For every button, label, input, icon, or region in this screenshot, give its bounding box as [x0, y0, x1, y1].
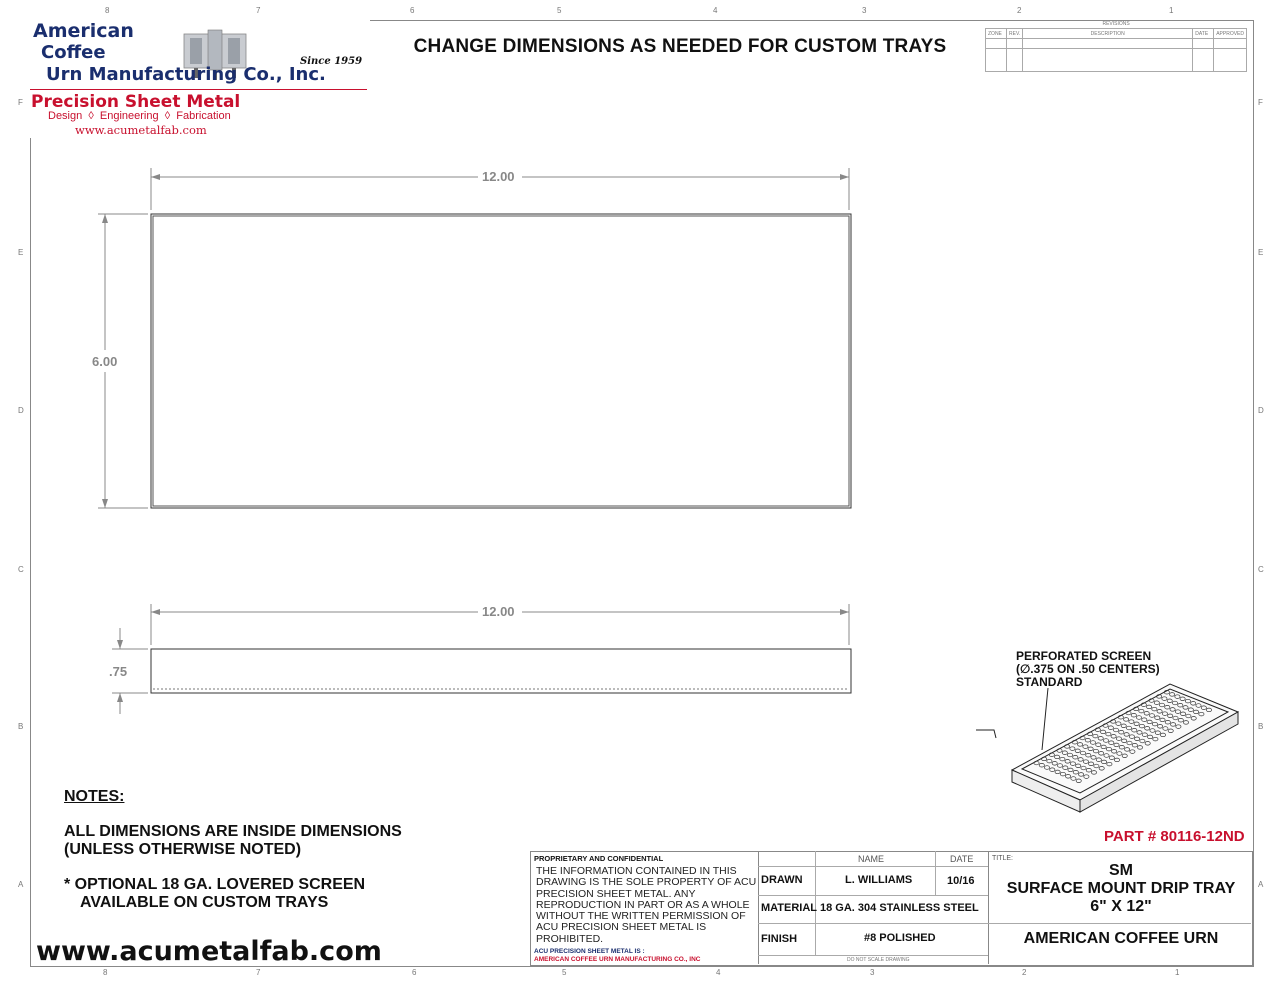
date-header: DATE [950, 854, 974, 864]
notes-line1: ALL DIMENSIONS ARE INSIDE DIMENSIONS [64, 823, 402, 840]
website-large: www.acumetalfab.com [36, 936, 382, 967]
side-view-outline [151, 649, 851, 693]
zone-row-left: B [18, 722, 24, 731]
no-scale-note: DO NOT SCALE DRAWING [847, 957, 910, 963]
logo-line-urn: Urn Manufacturing Co., Inc. [46, 64, 326, 85]
rev-header: APPROVED [1214, 29, 1247, 39]
since-label: Since 1959 [300, 56, 363, 67]
top-height-dimension: 6.00 [92, 354, 118, 369]
zone-row-right: F [1258, 98, 1263, 107]
zone-row-right: C [1258, 565, 1264, 574]
zone-col-top: 7 [256, 6, 261, 15]
tb-divider [758, 923, 988, 924]
side-height-dimension: .75 [109, 664, 128, 679]
drawing-title [990, 862, 1252, 916]
perforated-line1: PERFORATED SCREEN [1016, 649, 1152, 663]
rev-header: DESCRIPTION [1023, 29, 1193, 39]
top-view-outline [151, 214, 851, 508]
zone-col-bottom: 1 [1175, 968, 1180, 977]
section-mark [976, 730, 996, 738]
company-name: AMERICAN COFFEE URN [1023, 930, 1219, 947]
prop-footer1: ACU PRECISION SHEET METAL IS : [534, 948, 645, 955]
title-line3: 6" X 12" [1090, 898, 1152, 915]
zone-col-bottom: 8 [103, 968, 108, 977]
finish-label: FINISH [761, 933, 798, 945]
material-value: 18 GA. 304 STAINLESS STEEL [820, 902, 979, 914]
tb-divider [758, 955, 988, 956]
title-label: TITLE: [992, 855, 1014, 862]
title-line2: SURFACE MOUNT DRIP TRAY [1006, 880, 1236, 897]
zone-col-bottom: 2 [1022, 968, 1027, 977]
zone-row-right: D [1258, 406, 1264, 415]
zone-row-right: E [1258, 248, 1264, 257]
perforated-line2: (∅.375 ON .50 CENTERS) [1016, 662, 1160, 676]
zone-row-left: D [18, 406, 24, 415]
notes-line4: AVAILABLE ON CUSTOM TRAYS [80, 894, 329, 911]
zone-col-bottom: 7 [256, 968, 261, 977]
zone-col-bottom: 4 [716, 968, 721, 977]
zone-col-top: 3 [862, 6, 867, 15]
tb-divider [758, 866, 988, 867]
perforated-line3: STANDARD [1016, 675, 1083, 689]
notes-line3: * OPTIONAL 18 GA. LOVERED SCREEN [64, 876, 366, 893]
top-width-dimension: 12.00 [482, 169, 515, 184]
perforated-note [1016, 650, 1160, 689]
division-name: Precision Sheet Metal [31, 92, 241, 112]
drawn-label: DRAWN [761, 874, 803, 886]
zone-col-top: 5 [557, 6, 562, 15]
zone-col-bottom: 3 [870, 968, 875, 977]
zone-col-top: 1 [1169, 6, 1174, 15]
top-view-inner [153, 216, 849, 506]
notes-heading: NOTES: [64, 788, 125, 805]
zone-row-left: A [18, 880, 24, 889]
zone-col-top: 6 [410, 6, 415, 15]
tb-divider [988, 923, 1251, 924]
drawn-date: 10/16 [947, 875, 975, 887]
drawn-name: L. WILLIAMS [845, 874, 913, 886]
prop-footer2: AMERICAN COFFEE URN MANUFACTURING CO., INC [534, 956, 701, 963]
logo-line-coffee: Coffee [41, 42, 106, 63]
rev-header: DATE [1193, 29, 1214, 39]
website-small: www.acumetalfab.com [75, 123, 207, 137]
tb-divider [988, 851, 989, 964]
logo-line-american: American [33, 20, 134, 42]
revisions-title: REVISIONS [1102, 21, 1130, 27]
finish-value: #8 POLISHED [864, 932, 936, 944]
tb-divider [758, 851, 759, 964]
part-number: PART # 80116-12ND [1104, 828, 1245, 845]
title-line1: SM [1109, 862, 1133, 879]
zone-row-left: F [18, 98, 23, 107]
zone-col-top: 2 [1017, 6, 1022, 15]
name-header: NAME [858, 854, 885, 864]
zone-row-left: C [18, 565, 24, 574]
zone-row-left: E [18, 248, 24, 257]
zone-col-top: 8 [105, 6, 110, 15]
notes-line2: (UNLESS OTHERWISE NOTED) [64, 841, 302, 858]
zone-row-right: A [1258, 880, 1264, 889]
prop-text: THE INFORMATION CONTAINED IN THIS DRAWING IS THE SOLE PROPERTY OF ACU PRECISION SHEET METAL. ANY REPRODUCTION IN PART OR AS A WHOLE WITHOUT THE WRITTEN PERMISSION OF ACU PRECISION SHEET METAL IS PROHIBITED. [536, 865, 757, 945]
zone-col-top: 4 [713, 6, 718, 15]
services-line: Design ◊ Engineering ◊ Fabrication [48, 110, 231, 122]
rev-header: ZONE [986, 29, 1007, 39]
tb-divider [758, 895, 988, 896]
prop-heading: PROPRIETARY AND CONFIDENTIAL [534, 854, 664, 863]
rev-header: REV. [1007, 29, 1023, 39]
zone-col-bottom: 5 [562, 968, 567, 977]
zone-col-bottom: 6 [412, 968, 417, 977]
tb-divider [935, 851, 936, 895]
header-title: CHANGE DIMENSIONS AS NEEDED FOR CUSTOM TRAYS [413, 36, 947, 57]
side-width-dimension: 12.00 [482, 604, 515, 619]
zone-row-right: B [1258, 722, 1264, 731]
material-label: MATERIAL [761, 902, 818, 914]
perforated-leader [1042, 688, 1048, 750]
